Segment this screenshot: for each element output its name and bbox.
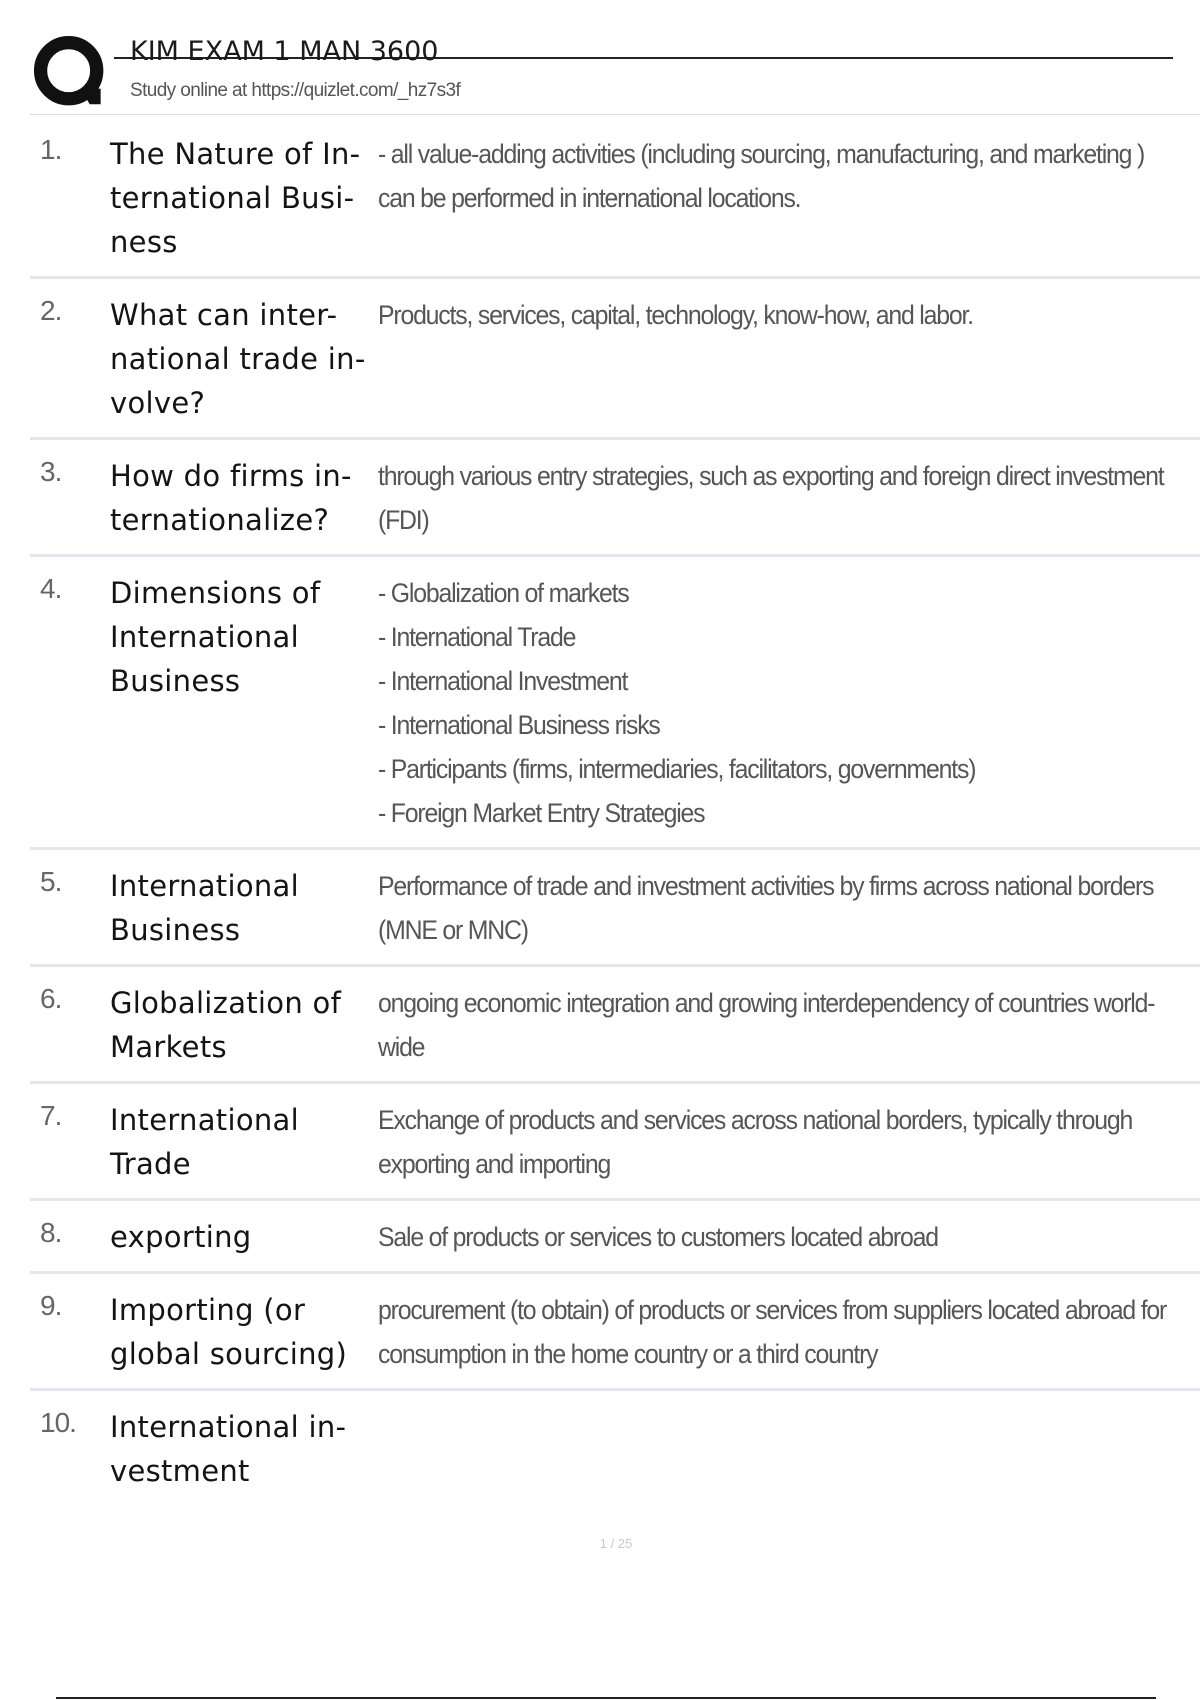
card-definition-line: consumption in the home country or a third country	[378, 1339, 878, 1369]
flashcard-row	[30, 1274, 1200, 1391]
flashcard-row	[30, 1084, 1200, 1201]
flashcard-row	[30, 850, 1200, 967]
card-definition-line: exporting and importing	[378, 1149, 611, 1179]
card-definition-line: (MNE or MNC)	[378, 915, 528, 945]
card-term	[110, 1215, 370, 1259]
flashcard-row	[30, 967, 1200, 1084]
card-definition-line: ongoing economic integration and growing interdependency of countries world-	[378, 988, 1155, 1018]
quizlet-logo-icon	[32, 34, 110, 112]
flashcard-row	[30, 279, 1200, 440]
card-number: 8.	[40, 1217, 62, 1248]
card-definition	[378, 293, 1132, 337]
flashcard-row	[30, 557, 1200, 850]
flashcard-row	[30, 440, 1200, 557]
card-number: 3.	[40, 456, 62, 487]
card-definition-line: Exchange of products and services across national borders, typically through	[378, 1105, 1133, 1135]
card-term	[110, 864, 370, 952]
card-term-line: Markets	[110, 1030, 227, 1064]
study-online-link[interactable]: Study online at https://quizlet.com/_hz7s3f	[130, 80, 461, 101]
card-definition	[378, 1098, 1132, 1186]
card-definition-line: through various entry strategies, such as exporting and foreign direct investment	[378, 461, 1164, 491]
card-term-line: national trade in-	[110, 342, 366, 376]
footer-divider	[56, 1697, 1156, 1699]
card-definition-line: (FDI)	[378, 505, 429, 535]
card-term-line: Business	[110, 664, 241, 698]
card-definition	[378, 1215, 1132, 1259]
card-term-line: Trade	[110, 1147, 191, 1181]
card-number: 2.	[40, 295, 62, 326]
card-term	[110, 981, 370, 1069]
card-number: 6.	[40, 983, 62, 1014]
card-definition-line: - Participants (firms, intermediaries, facilitators, governments)	[378, 754, 976, 784]
header-divider	[30, 114, 1200, 115]
card-term-line: International in-	[110, 1410, 347, 1444]
card-term	[110, 1288, 370, 1376]
card-number: 7.	[40, 1100, 62, 1131]
card-term-line: What can inter-	[110, 298, 338, 332]
card-definition	[378, 864, 1154, 952]
card-definition	[378, 1288, 1167, 1376]
flashcard-row	[30, 1391, 1200, 1505]
document-title: KIM EXAM 1 MAN 3600	[130, 36, 439, 67]
card-number: 5.	[40, 866, 62, 897]
card-term-line: International	[110, 869, 299, 903]
card-term-line: ternational Busi-	[110, 181, 355, 215]
card-definition	[378, 454, 1164, 542]
card-term-line: Business	[110, 913, 241, 947]
card-definition-line: Performance of trade and investment activities by firms across national borders	[378, 871, 1154, 901]
flashcard-list	[30, 118, 1200, 1505]
page-header	[30, 30, 1140, 110]
card-number: 10.	[40, 1407, 76, 1438]
card-term-line: volve?	[110, 386, 206, 420]
flashcard-row	[30, 118, 1200, 279]
card-term-line: ternationalize?	[110, 503, 330, 537]
card-definition-line: Sale of products or services to customers located abroad	[378, 1222, 938, 1252]
card-definition	[378, 571, 1132, 835]
card-term-line: Importing (or	[110, 1293, 306, 1327]
card-term-line: vestment	[110, 1454, 250, 1488]
card-term-line: How do firms in-	[110, 459, 352, 493]
card-definition-line: - International Investment	[378, 666, 628, 696]
card-definition-line: - International Trade	[378, 622, 576, 652]
card-definition-line: Products, services, capital, technology, know-how, and labor.	[378, 300, 973, 330]
card-definition-line: procurement (to obtain) of products or services from suppliers located abroad for	[378, 1295, 1167, 1325]
card-term	[110, 132, 370, 264]
card-term-line: exporting	[110, 1220, 252, 1254]
card-term-line: ness	[110, 225, 178, 259]
card-definition-line: can be performed in international locations.	[378, 183, 801, 213]
card-term	[110, 1098, 370, 1186]
card-definition-line: - all value-adding activities (including sourcing, manufacturing, and marketing )	[378, 139, 1145, 169]
card-term-line: Globalization of	[110, 986, 342, 1020]
card-term	[110, 293, 370, 425]
card-number: 1.	[40, 134, 62, 165]
card-definition-line: - Globalization of markets	[378, 578, 629, 608]
card-number: 9.	[40, 1290, 62, 1321]
card-term-line: Dimensions of	[110, 576, 321, 610]
card-term-line: International	[110, 1103, 299, 1137]
card-definition-line: - International Business risks	[378, 710, 660, 740]
card-term-line: The Nature of In-	[110, 137, 361, 171]
flashcard-row	[30, 1201, 1200, 1274]
card-term	[110, 571, 370, 703]
card-definition	[378, 981, 1155, 1069]
card-term-line: International	[110, 620, 299, 654]
card-term	[110, 1405, 370, 1493]
card-definition-line: wide	[378, 1032, 425, 1062]
card-term	[110, 454, 370, 542]
card-definition-line: - Foreign Market Entry Strategies	[378, 798, 705, 828]
card-definition	[378, 132, 1145, 220]
card-number: 4.	[40, 573, 62, 604]
card-term-line: global sourcing)	[110, 1337, 348, 1371]
page-indicator: 1 / 25	[599, 1536, 633, 1551]
